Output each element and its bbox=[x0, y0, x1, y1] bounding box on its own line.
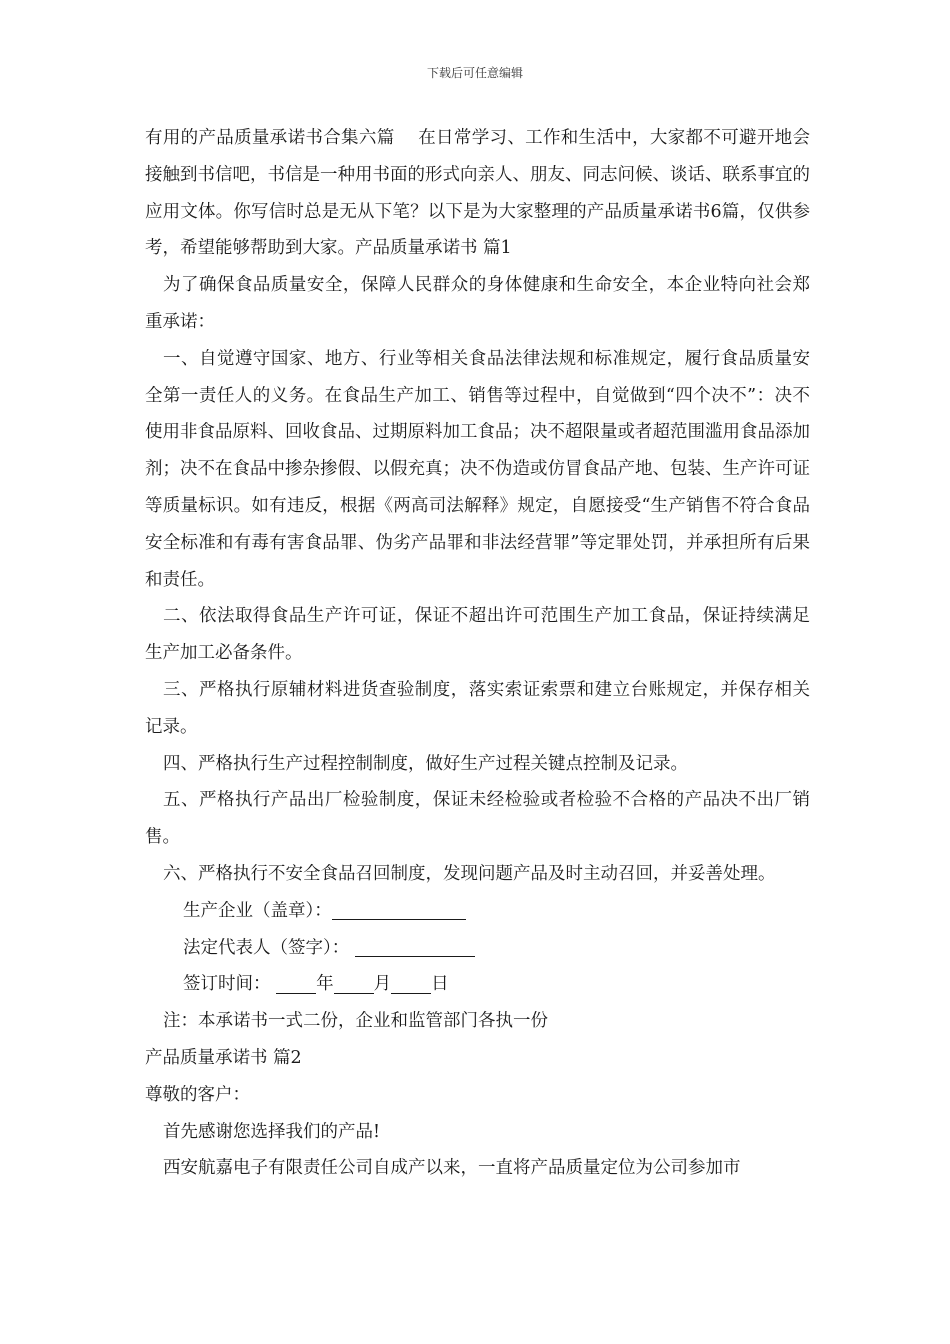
legal-rep-label: 法定代表人（签字）： bbox=[183, 937, 350, 958]
section-2-title: 产品质量承诺书 篇2 bbox=[145, 1047, 302, 1068]
month-label: 月 bbox=[373, 974, 392, 995]
signature-rep-line bbox=[145, 930, 810, 967]
commitment-item-4: 四、严格执行生产过程控制制度，做好生产过程关键点控制及记录。 bbox=[163, 753, 688, 774]
commitment-item-2: 二、依法取得食品生产许可证，保证不超出许可范围生产加工食品，保证持续满足生产加工必备条件。 bbox=[145, 606, 810, 664]
signature-company-line bbox=[145, 893, 810, 930]
company-seal-blank[interactable] bbox=[332, 901, 466, 920]
commitment-item-3: 三、严格执行原辅材料进货查验制度，落实索证索票和建立台账规定，并保存相关记录。 bbox=[145, 679, 810, 737]
commitment-item-1: 一、自觉遵守国家、地方、行业等相关食品法律法规和标准规定，履行食品质量安全第一责任人的义务。在食品生产加工、销售等过程中，自觉做到“四个决不”：决不使用非食品原料、回收食品、过期原料加工食品；决不超限量或者超范围滥用食品添加剂；决不在食品中掺杂掺假、以假充真；决不伪造或仿冒食品产地、包装、生产许可证等质量标识。如有违反，根据《两高司法解释》规定，自愿接受“生产销售不符合食品安全标准和有毒有害食品罪、伪劣产品罪和非法经营罪”等定罪处罚，并承担所有后果和责任。 bbox=[145, 348, 810, 590]
thanks-line: 首先感谢您选择我们的产品! bbox=[163, 1121, 381, 1142]
document-body bbox=[145, 120, 810, 1187]
customer-greeting: 尊敬的客户： bbox=[145, 1084, 250, 1105]
commitment-item-6: 六、严格执行不安全食品召回制度，发现问题产品及时主动召回，并妥善处理。 bbox=[163, 863, 776, 884]
year-blank[interactable] bbox=[276, 974, 316, 993]
signature-date-line bbox=[145, 966, 810, 1003]
year-label: 年 bbox=[316, 974, 334, 995]
page-header: 下载后可任意编辑 bbox=[426, 66, 523, 80]
sign-date-label: 签订时间： bbox=[183, 974, 271, 995]
company-seal-label: 生产企业（盖章）： bbox=[183, 900, 332, 921]
legal-rep-blank[interactable] bbox=[355, 938, 475, 957]
day-blank[interactable] bbox=[391, 974, 431, 993]
month-blank[interactable] bbox=[334, 974, 374, 993]
commitment-preamble: 为了确保食品质量安全，保障人民群众的身体健康和生命安全，本企业特向社会郑重承诺： bbox=[145, 275, 810, 332]
commitment-item-5: 五、严格执行产品出厂检验制度，保证未经检验或者检验不合格的产品决不出厂销售。 bbox=[145, 790, 810, 848]
intro-paragraph: 有用的产品质量承诺书合集六篇 在日常学习、工作和生活中，大家都不可避开地会接触到书信吧，书信是一种用书面的形式向亲人、朋友、同志问候、谈话、联系事宜的应用文体。你写信时总是无从下笔？以下是为大家整理的产品质量承诺书6篇，仅供参考，希望能够帮助到大家。产品质量承诺书 篇1 bbox=[145, 128, 810, 259]
day-label: 日 bbox=[431, 974, 449, 995]
copies-note: 注：本承诺书一式二份，企业和监管部门各执一份 bbox=[163, 1011, 548, 1032]
company-intro-line: 西安航嘉电子有限责任公司自成产以来，一直将产品质量定位为公司参加市 bbox=[163, 1158, 741, 1179]
